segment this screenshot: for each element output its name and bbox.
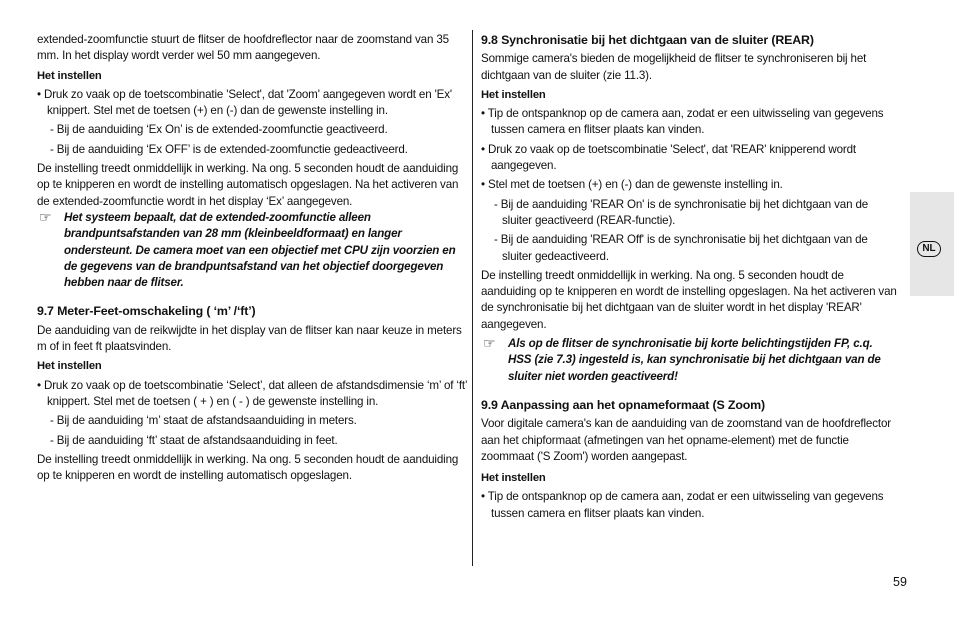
- subheading-instellen: Het instellen: [37, 69, 102, 82]
- bullet-item: • Stel met de toetsen (+) en (-) dan de gewenste instelling in.: [481, 178, 783, 192]
- paragraph: De instelling treedt onmiddellijk in werking. Na ong. 5 seconden houdt de aanduiding op te knipperen en wordt de instelling automatisch opgeslagen. Na het activeren van de extended-zoomfunctie wordt in het display ‘Ex’ aangegeven.: [37, 162, 459, 208]
- paragraph: Voor digitale camera's kan de aanduiding van de zoomstand van de hoofdreflector aan het chipformaat (afmetingen van het opname-element) met de functie zoommaat ('S Zoom') worden aangepast.: [481, 417, 891, 463]
- paragraph: De instelling treedt onmiddellijk in werking. Na ong. 5 seconden houdt de aanduiding op te knipperen en wordt de instelling opgeslagen. Na het activeren van de synchronisatie bij het dichtgaan van de sluiter wordt in het display 'REAR' aangegeven.: [481, 268, 897, 331]
- language-badge: NL: [917, 241, 941, 257]
- paragraph: extended-zoomfunctie stuurt de flitser de hoofdreflector naar de zoomstand van 35 mm. In het display wordt verder wel 50 mm aangegeven.: [37, 33, 449, 63]
- column-divider: [472, 30, 473, 566]
- subheading-instellen: Het instellen: [481, 472, 546, 485]
- paragraph: De instelling treedt onmiddellijk in werking. Na ong. 5 seconden houdt de aanduiding op te knipperen en wordt de instelling automatisch opgeslagen.: [37, 452, 459, 483]
- section-heading-9-7: 9.7 Meter-Feet-omschakeling ( ‘m’ /‘ft’): [37, 304, 256, 319]
- paragraph: Sommige camera's bieden de mogelijkheid de flitser te synchroniseren bij het dichtgaan van de sluiter (zie 11.3).: [481, 52, 867, 82]
- pointing-hand-icon: ☞: [483, 335, 496, 352]
- subheading-instellen: Het instellen: [37, 360, 102, 373]
- left-column: [37, 32, 469, 484]
- note-text: Het systeem bepaalt, dat de extended-zoomfunctie alleen brandpuntsafstanden van 28 mm (kleinbeeldformaat) en langer ondersteunt. De camera moet van een objectief met CPU zijn voorzien en de gegevens van de brandpuntsafstand van het objectief doorgegeven hebben naar de flitser.: [64, 210, 456, 290]
- section-heading-9-9: 9.9 Aanpassing aan het opnameformaat (S Zoom): [481, 397, 766, 412]
- sub-item: - Bij de aanduiding ‘Ex OFF’ is de extended-zoomfunctie gedeactiveerd.: [50, 142, 408, 156]
- note-text: Als op de flitser de synchronisatie bij korte belichtingstijden FP, c.q. HSS (zie 7.3) ingesteld is, kan synchronisatie bij het dichtgaan van de sluiter niet worden geactiveerd!: [508, 337, 881, 383]
- page-number: 59: [893, 575, 907, 589]
- bullet-item: • Tip de ontspanknop op de camera aan, zodat er een uitwisseling van gegevens tussen camera en flitser plaats kan vinden.: [481, 490, 884, 520]
- note: [37, 210, 469, 291]
- note: [481, 336, 899, 385]
- pointing-hand-icon: ☞: [39, 208, 52, 225]
- paragraph: De aanduiding van de reikwijdte in het display van de flitser kan naar keuze in meters m of in feet ft plaatsvinden.: [37, 323, 462, 354]
- sub-item: - Bij de aanduiding ‘ft’ staat de afstandsaanduiding in feet.: [50, 433, 338, 447]
- bullet-item: • Druk zo vaak op de toetscombinatie 'Select', dat 'Zoom' aangegeven wordt en 'Ex' knippert. Stel met de toetsen (+) en (-) dan de gewenste instelling in.: [37, 87, 452, 118]
- sub-item: - Bij de aanduiding ‘Ex On’ is de extended-zoomfunctie geactiveerd.: [50, 123, 388, 137]
- section-heading-9-8: 9.8 Synchronisatie bij het dichtgaan van de sluiter (REAR): [481, 33, 814, 47]
- sub-item: - Bij de aanduiding ‘m’ staat de afstandsaanduiding in meters.: [50, 414, 357, 428]
- sub-item: - Bij de aanduiding 'REAR On' is de synchronisatie bij het dichtgaan van de sluiter geactiveerd (REAR-functie).: [494, 197, 869, 227]
- bullet-item: • Druk zo vaak op de toetscombinatie 'Select', dat 'REAR' knipperend wordt aangegeven.: [481, 142, 856, 173]
- bullet-item: • Druk zo vaak op de toetscombinatie ‘Select’, dat alleen de afstandsdimensie ‘m’ of ‘ft’ knippert. Stel met de toetsen ( + ) en ( - ) de gewenste instelling in.: [37, 378, 467, 408]
- bullet-item: • Tip de ontspanknop op de camera aan, zodat er een uitwisseling van gegevens tussen camera en flitser plaats kan vinden.: [481, 107, 884, 137]
- right-column: [481, 32, 899, 522]
- subheading-instellen: Het instellen: [481, 88, 546, 101]
- sub-item: - Bij de aanduiding 'REAR Off' is de synchronisatie bij het dichtgaan van de sluiter gedeactiveerd.: [494, 233, 868, 263]
